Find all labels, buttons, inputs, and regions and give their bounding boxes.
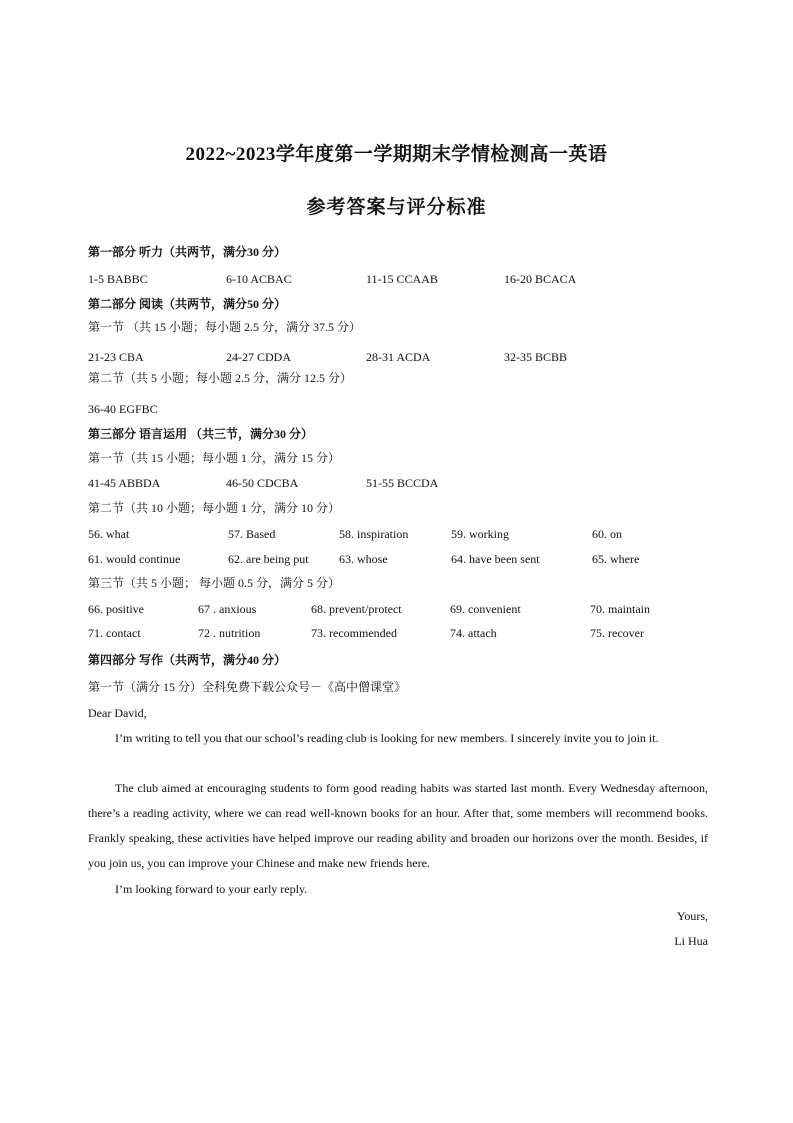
part3-sec3-heading: 第三节（共 5 小题； 每小题 0.5 分，满分 5 分） bbox=[88, 576, 341, 590]
answer-item: 56. what bbox=[88, 527, 130, 541]
answer-item: 63. whose bbox=[339, 552, 388, 566]
answer-group: 32-35 BCBB bbox=[504, 350, 568, 364]
answer-item: 60. on bbox=[592, 527, 622, 541]
answer-item: 66. positive bbox=[88, 602, 144, 616]
answer-group: 16-20 BCACA bbox=[504, 272, 577, 286]
answer-item: 62. are being put bbox=[228, 552, 309, 566]
answer-item: 72 . nutrition bbox=[198, 626, 261, 640]
letter-paragraph: I’m looking forward to your early reply. bbox=[115, 882, 308, 896]
answer-item: 59. working bbox=[451, 527, 509, 541]
part3-heading: 第三部分 语言运用 （共三节，满分30 分） bbox=[88, 427, 314, 441]
answer-item: 68. prevent/protect bbox=[311, 602, 402, 616]
answer-group: 1-5 BABBC bbox=[88, 272, 148, 286]
part4-heading: 第四部分 写作（共两节，满分40 分） bbox=[88, 653, 287, 667]
answer-group: 46-50 CDCBA bbox=[226, 476, 299, 490]
answer-group: 21-23 CBA bbox=[88, 350, 144, 364]
part2-sec1-heading: 第一节 （共 15 小题；每小题 2.5 分，满分 37.5 分） bbox=[88, 320, 362, 334]
part1-heading: 第一部分 听力（共两节，满分30 分） bbox=[88, 245, 287, 259]
letter-signature: Li Hua bbox=[674, 934, 708, 948]
letter-salutation: Dear David, bbox=[88, 706, 147, 720]
letter-paragraph: I’m writing to tell you that our school’s reading club is looking for new members. I sincerely invite you to join it. bbox=[115, 731, 659, 745]
part3-sec2-heading: 第二节（共 10 小题；每小题 1 分，满分 10 分） bbox=[88, 501, 341, 515]
answer-group: 6-10 ACBAC bbox=[226, 272, 292, 286]
answer-group: 28-31 ACDA bbox=[366, 350, 431, 364]
answer-item: 75. recover bbox=[590, 626, 644, 640]
answer-item: 65. where bbox=[592, 552, 640, 566]
answer-group: 24-27 CDDA bbox=[226, 350, 291, 364]
answer-item: 71. contact bbox=[88, 626, 141, 640]
answer-item: 74. attach bbox=[450, 626, 497, 640]
answer-group: 36-40 EGFBC bbox=[88, 402, 158, 416]
answer-group: 41-45 ABBDA bbox=[88, 476, 161, 490]
answer-item: 70. maintain bbox=[590, 602, 650, 616]
answer-item: 61. would continue bbox=[88, 552, 181, 566]
document-subtitle: 参考答案与评分标准 bbox=[306, 197, 487, 218]
answer-item: 67 . anxious bbox=[198, 602, 257, 616]
answer-group: 11-15 CCAAB bbox=[366, 272, 438, 286]
letter-paragraph: The club aimed at encouraging students to form good reading habits was started last month. Every Wednesday afternoon, there’s a reading activity, where we can read well-known books for an hour. After that, some members will recommend books. Frankly speaking, these activities have helped improve our reading ability and broaden our horizons over the month. Besides, if you join us, you can improve your Chinese and make new friends here. bbox=[88, 781, 708, 870]
answer-group: 51-55 BCCDA bbox=[366, 476, 439, 490]
letter-closing: Yours, bbox=[676, 909, 708, 923]
answer-item: 64. have been sent bbox=[451, 552, 540, 566]
part4-sec1-heading: 第一节（满分 15 分）全科免费下载公众号－《高中僧课堂》 bbox=[88, 680, 407, 694]
answer-item: 69. convenient bbox=[450, 602, 521, 616]
part3-sec1-heading: 第一节（共 15 小题；每小题 1 分，满分 15 分） bbox=[88, 451, 341, 465]
answer-item: 73. recommended bbox=[311, 626, 397, 640]
document-title: 2022~2023学年度第一学期期末学情检测高一英语 bbox=[185, 144, 608, 165]
part2-heading: 第二部分 阅读（共两节，满分50 分） bbox=[88, 297, 287, 311]
part2-sec2-heading: 第二节（共 5 小题；每小题 2.5 分，满分 12.5 分） bbox=[88, 371, 353, 385]
answer-item: 58. inspiration bbox=[339, 527, 409, 541]
answer-item: 57. Based bbox=[228, 527, 276, 541]
